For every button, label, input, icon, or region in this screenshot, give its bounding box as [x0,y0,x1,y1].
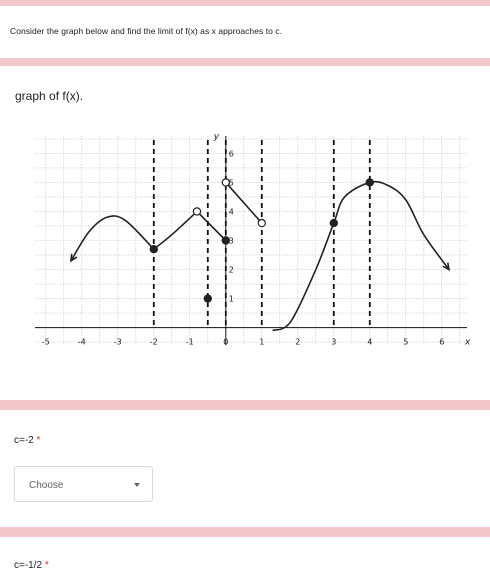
question-c-minus-2 [14,435,40,446]
curve-segment-1 [71,216,154,261]
tick-labels [42,132,471,348]
x-tick-label: 3 [331,337,337,347]
answer-dropdown-c-minus-2[interactable] [14,466,153,502]
x-tick-label: -5 [41,337,50,347]
grid [35,136,467,345]
x-tick-label: 0 [223,337,229,347]
x-axis-label: x [465,337,471,348]
x-tick-label: -1 [185,337,194,347]
chevron-down-icon [134,483,140,487]
function-graph [0,118,490,378]
open-point [193,208,200,215]
x-tick-label: 4 [367,337,373,347]
x-tick-label: 1 [259,337,265,347]
y-tick-label: 4 [228,207,234,217]
y-tick-label: 2 [228,265,234,275]
question-text: Consider the graph below and find the limit of f(x) as x approaches to c. [10,26,283,36]
section-separator-3 [0,527,490,537]
closed-point [330,219,337,226]
curve-segment-5 [273,182,449,331]
required-asterisk: * [36,435,41,446]
open-point [258,219,265,226]
x-tick-label: -3 [113,337,122,347]
x-tick-label: 2 [295,337,301,347]
x-tick-label: 6 [439,337,445,347]
y-axis-label: y [213,132,220,142]
y-tick-label: 5 [228,178,234,188]
closed-point [150,246,157,253]
curve-segment-4 [226,182,262,223]
closed-point [204,295,211,302]
x-tick-label: 5 [403,337,409,347]
curve-segment-2 [154,211,197,249]
section-band-top [0,0,490,6]
y-tick-label: 1 [228,294,234,304]
closed-point [366,179,373,186]
x-tick-label: -4 [77,337,86,347]
y-tick-label: 3 [228,236,234,246]
x-tick-label: -2 [149,337,158,347]
section-separator-2 [0,400,490,410]
y-tick-label: 6 [228,149,234,159]
question-label: c=-1/2 [14,560,43,571]
graph-title: graph of f(x). [15,89,84,103]
dropdown-value: Choose [29,480,64,491]
question-label: c=-2 [14,435,34,446]
question-c-minus-half [14,560,49,571]
section-separator-1 [0,58,490,66]
curves [71,182,449,331]
required-asterisk: * [44,560,49,571]
